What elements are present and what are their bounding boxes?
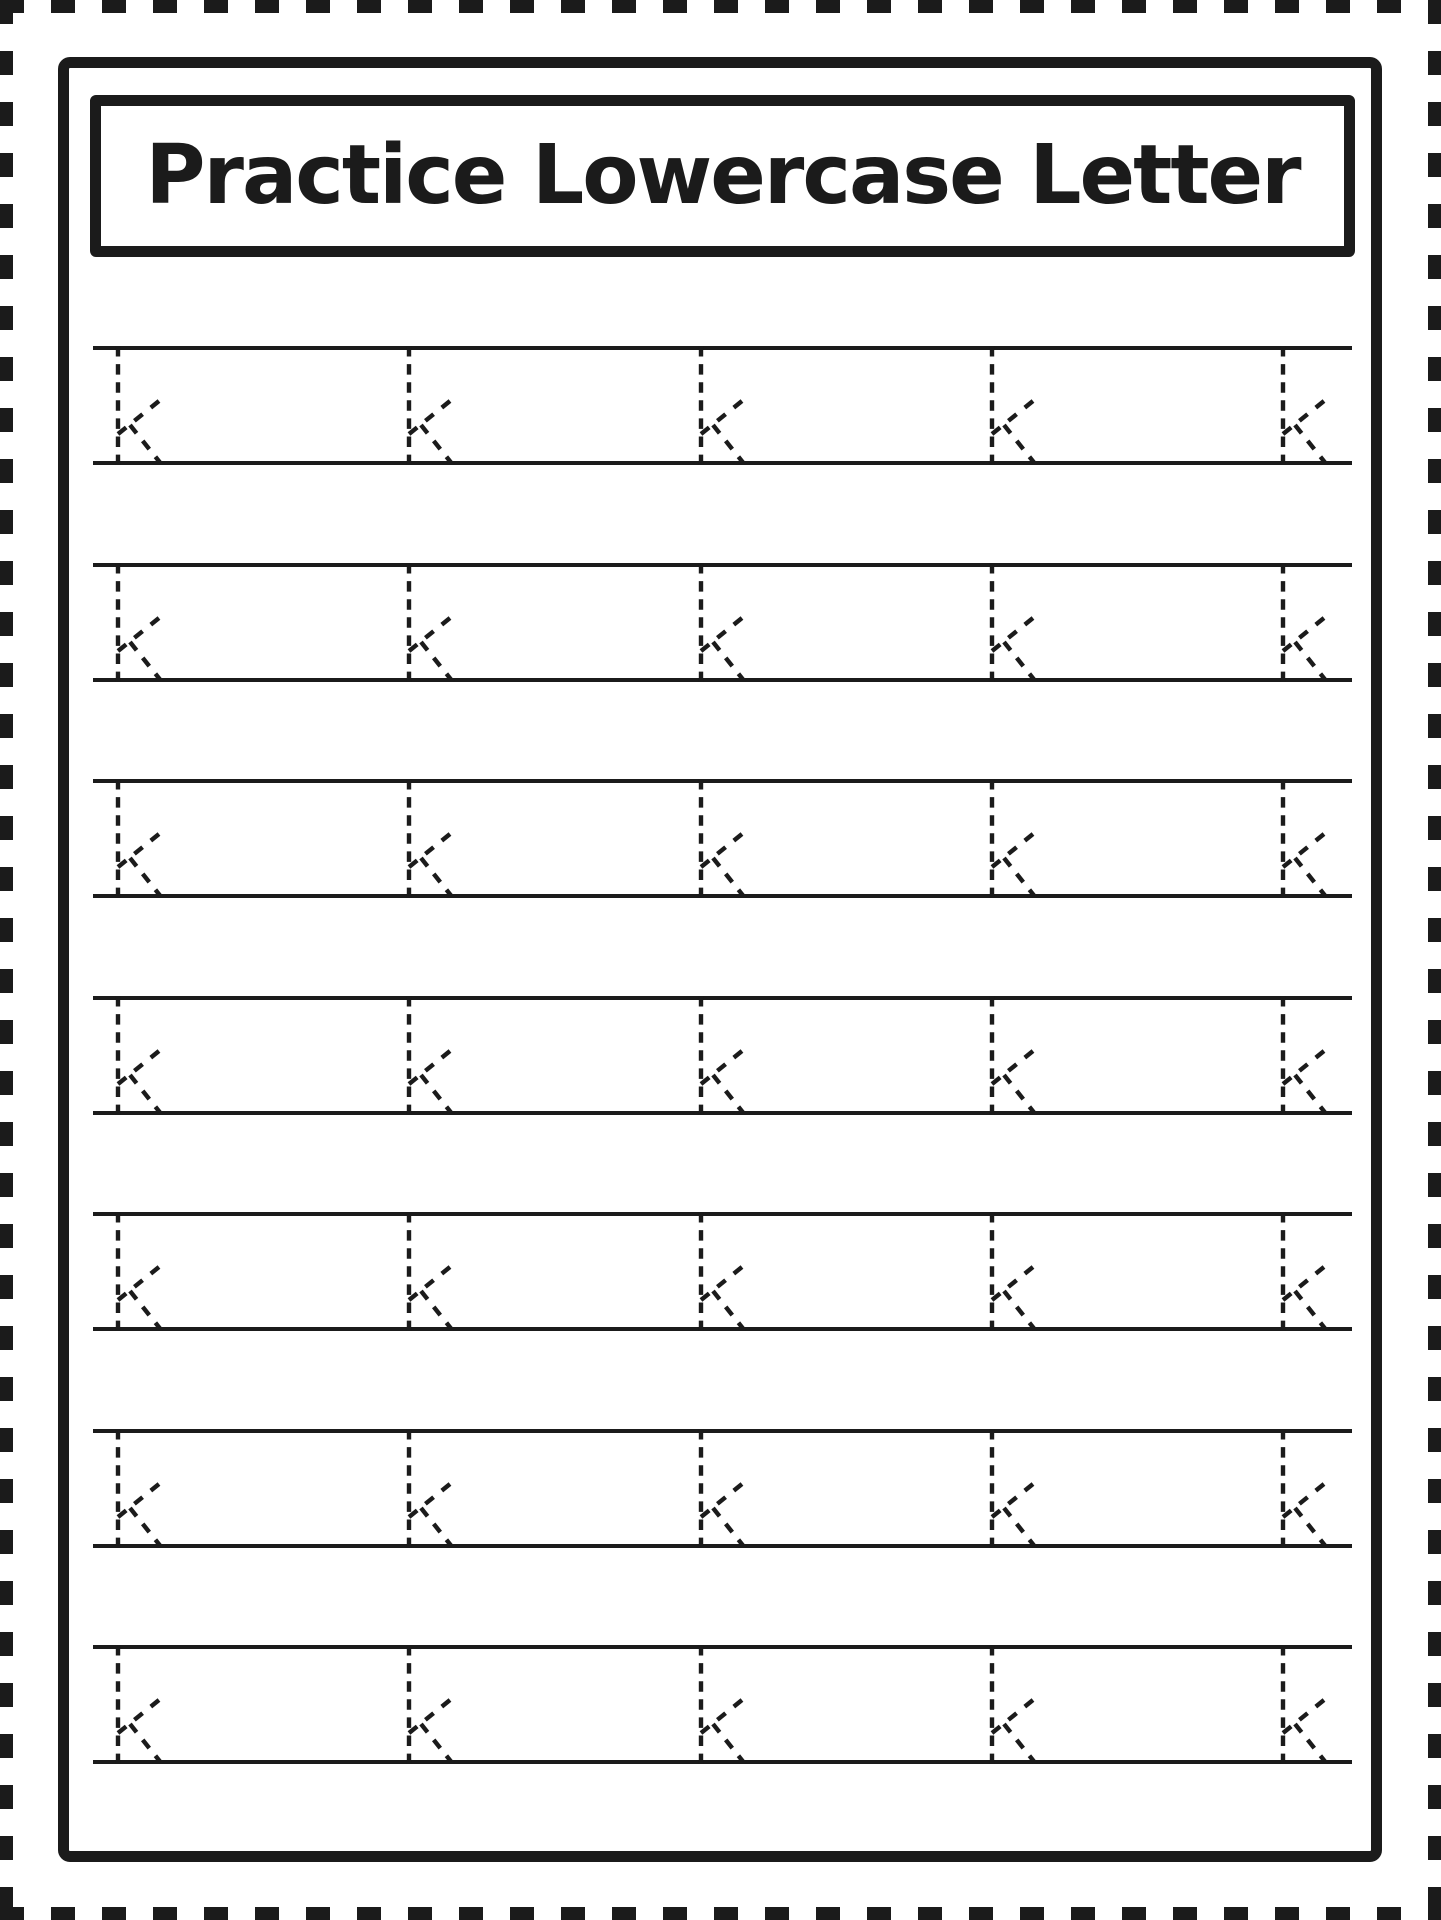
trace-letter-k — [697, 779, 749, 898]
practice-row — [93, 1429, 1352, 1548]
trace-letter-k — [988, 1645, 1040, 1764]
trace-letter-k — [1279, 1212, 1331, 1331]
trace-letter-k — [697, 346, 749, 465]
practice-row — [93, 1212, 1352, 1331]
trace-letter-k — [697, 563, 749, 682]
trace-letter-k — [988, 996, 1040, 1115]
trace-letter-k — [988, 563, 1040, 682]
trace-letter-k — [1279, 1645, 1331, 1764]
trace-letter-k — [405, 779, 457, 898]
trace-letter-k — [697, 1645, 749, 1764]
trace-letter-k — [988, 346, 1040, 465]
trace-letter-k — [988, 779, 1040, 898]
trace-letter-k — [1279, 996, 1331, 1115]
trace-letter-k — [988, 1429, 1040, 1548]
trace-letter-k — [405, 996, 457, 1115]
trace-letter-k — [114, 1212, 166, 1331]
trace-letter-k — [1279, 563, 1331, 682]
trace-letter-k — [114, 779, 166, 898]
trace-letter-k — [114, 1429, 166, 1548]
trace-letter-k — [114, 1645, 166, 1764]
page-title: Practice Lowercase Letter — [145, 128, 1300, 223]
trace-letter-k — [114, 563, 166, 682]
practice-row — [93, 779, 1352, 898]
practice-row — [93, 563, 1352, 682]
trace-letter-k — [405, 1429, 457, 1548]
trace-letter-k — [405, 563, 457, 682]
trace-letter-k — [1279, 346, 1331, 465]
practice-row — [93, 1645, 1352, 1764]
trace-letter-k — [405, 1212, 457, 1331]
trace-letter-k — [697, 1212, 749, 1331]
practice-row — [93, 346, 1352, 465]
trace-letter-k — [114, 346, 166, 465]
practice-row — [93, 996, 1352, 1115]
trace-letter-k — [405, 346, 457, 465]
trace-letter-k — [697, 996, 749, 1115]
trace-letter-k — [697, 1429, 749, 1548]
trace-letter-k — [1279, 1429, 1331, 1548]
trace-letter-k — [988, 1212, 1040, 1331]
trace-letter-k — [1279, 779, 1331, 898]
trace-letter-k — [405, 1645, 457, 1764]
trace-letter-k — [114, 996, 166, 1115]
